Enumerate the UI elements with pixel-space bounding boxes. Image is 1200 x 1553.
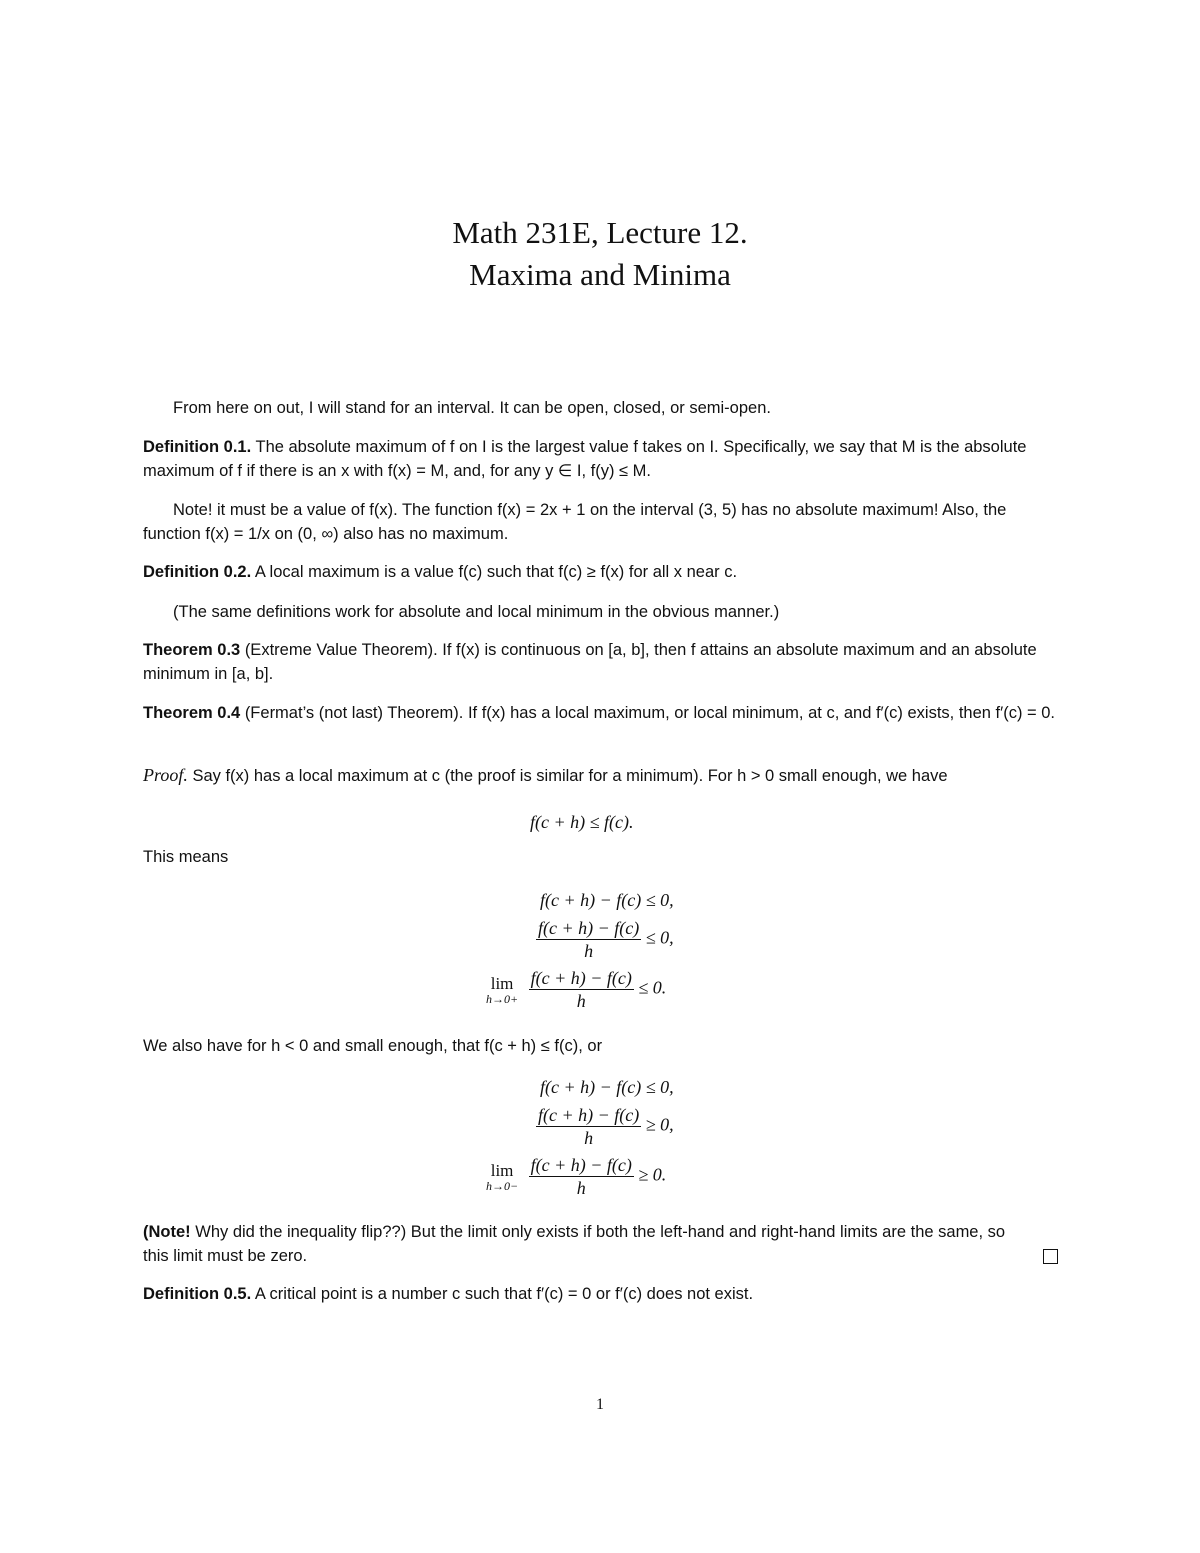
proof-label: Proof. bbox=[143, 765, 188, 785]
theorem-label: Theorem 0.4 bbox=[143, 704, 241, 722]
limit-subscript: h→0+ bbox=[486, 991, 519, 1006]
limit-word: lim bbox=[490, 1160, 514, 1180]
fraction-denominator: h bbox=[576, 1178, 586, 1198]
document-title bbox=[0, 212, 1200, 296]
note-text: Why did the inequality flip??) But the limit only exists if both the left-hand and right-hand limits are the same, so this limit must be zero. bbox=[143, 1223, 1006, 1265]
theorem-text: If f(x) is continuous on [a, b], then f attains an absolute maximum and an absolute minimum in [a, b]. bbox=[143, 641, 1037, 683]
note-paragraph: Note! it must be a value of f(x). The function f(x) = 2x + 1 on the interval (3, 5) has no absolute maximum! Also, the function f(x) = 1/x on (0, ∞) also has no maximum. bbox=[143, 501, 1007, 543]
equation-main: f(c + h) ≤ f(c). bbox=[530, 812, 634, 832]
qed-square-icon bbox=[1043, 1249, 1058, 1264]
fraction-denominator: h bbox=[584, 1128, 594, 1148]
limit-word: lim bbox=[490, 973, 514, 993]
definition-label: Definition 0.2. bbox=[143, 563, 252, 581]
note-label: (Note! bbox=[143, 1223, 191, 1241]
title-line-2: Maxima and Minima bbox=[469, 257, 731, 292]
definition-label: Definition 0.5. bbox=[143, 1285, 252, 1303]
relation: ≥ 0, bbox=[645, 1114, 674, 1135]
limit-subscript: h→0− bbox=[486, 1178, 519, 1193]
fraction bbox=[536, 1104, 641, 1149]
eq2-line-1: f(c + h) − f(c) ≤ 0, bbox=[540, 1077, 674, 1097]
definition-0-2 bbox=[143, 561, 1060, 585]
eq1-line-3 bbox=[486, 967, 666, 1012]
fraction bbox=[529, 1154, 634, 1199]
theorem-label: Theorem 0.3 bbox=[143, 641, 241, 659]
relation: ≥ 0. bbox=[638, 1164, 667, 1185]
definition-text: A local maximum is a value f(c) such that f(c) ≥ f(x) for all x near c. bbox=[254, 563, 738, 581]
eq2-line-2 bbox=[536, 1104, 674, 1149]
minimum-remark: (The same definitions work for absolute and local minimum in the obvious manner.) bbox=[173, 603, 780, 621]
fraction-numerator: f(c + h) − f(c) bbox=[538, 1105, 640, 1125]
fraction bbox=[536, 917, 641, 962]
relation: ≤ 0, bbox=[645, 927, 674, 948]
theorem-name: (Extreme Value Theorem). bbox=[244, 641, 438, 659]
also-paragraph: We also have for h < 0 and small enough, that f(c + h) ≤ f(c), or bbox=[143, 1037, 603, 1055]
theorem-0-4 bbox=[143, 702, 1060, 726]
proof-paragraph bbox=[143, 764, 1060, 789]
theorem-name: (Fermat’s (not last) Theorem). bbox=[244, 704, 464, 722]
limit-operator bbox=[486, 975, 518, 1005]
intro-paragraph: From here on out, I will stand for an interval. It can be open, closed, or semi-open. bbox=[173, 399, 771, 417]
definition-0-5 bbox=[143, 1283, 1060, 1307]
this-means-text: This means bbox=[143, 848, 229, 866]
fraction-denominator: h bbox=[576, 991, 586, 1011]
definition-0-1 bbox=[143, 436, 1060, 483]
theorem-text: If f(x) has a local maximum, or local minimum, at c, and f′(c) exists, then f′(c) = 0. bbox=[467, 704, 1056, 722]
definition-text: A critical point is a number c such that f′(c) = 0 or f′(c) does not exist. bbox=[254, 1285, 754, 1303]
relation: ≤ 0. bbox=[638, 977, 667, 998]
fraction-numerator: f(c + h) − f(c) bbox=[530, 1155, 632, 1175]
definition-label: Definition 0.1. bbox=[143, 438, 252, 456]
limit-operator bbox=[486, 1162, 518, 1192]
fraction bbox=[529, 967, 634, 1012]
theorem-0-3 bbox=[143, 639, 1060, 686]
proof-text: Say f(x) has a local maximum at c (the proof is similar for a minimum). For h > 0 small enough, we have bbox=[192, 767, 948, 785]
page-number: 1 bbox=[596, 1396, 604, 1413]
title-line-1: Math 231E, Lecture 12. bbox=[452, 215, 748, 250]
eq2-line-3 bbox=[486, 1154, 666, 1199]
fraction-numerator: f(c + h) − f(c) bbox=[530, 968, 632, 988]
eq1-line-1: f(c + h) − f(c) ≤ 0, bbox=[540, 890, 674, 910]
fraction-numerator: f(c + h) − f(c) bbox=[538, 918, 640, 938]
eq1-line-2 bbox=[536, 917, 674, 962]
definition-text: The absolute maximum of f on I is the largest value f takes on I. Specifically, we say that M is the absolute maximum of f if there is an x with f(x) = M, and, for any y ∈ I, f(y) ≤ M. bbox=[143, 438, 1027, 480]
note-flip-paragraph bbox=[143, 1221, 1023, 1268]
fraction-denominator: h bbox=[584, 941, 594, 961]
